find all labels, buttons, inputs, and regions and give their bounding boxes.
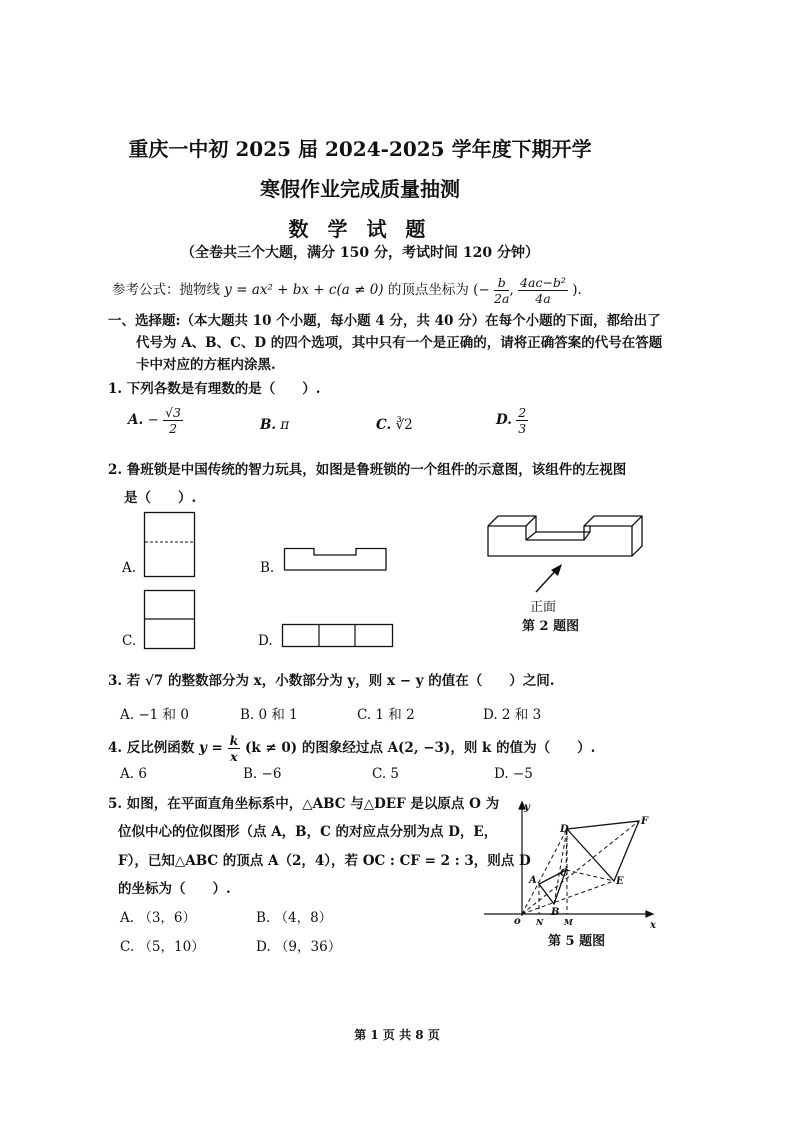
- q2-label-a: A.: [122, 560, 137, 576]
- section1-line1: 一、选择题:（本大题共 10 个小题，每小题 4 分，共 40 分）在每个小题的下面，都给出了: [108, 313, 661, 329]
- q1-option-b: B. π: [260, 417, 290, 433]
- q2-label-d: D.: [258, 633, 273, 649]
- q5-option-d: D. （9，36）: [256, 939, 342, 955]
- q2-option-b-figure: [284, 548, 388, 572]
- q2-option-c-figure: [144, 590, 196, 650]
- section1-line2: 代号为 A、B、C、D 的四个选项，其中只有一个是正确的，请将正确答案的代号在答题: [136, 335, 663, 351]
- formula-prefix: 参考公式：抛物线: [112, 282, 220, 298]
- q1-option-d: D. $\frac{2}{3}$: [496, 405, 527, 436]
- section1-line3: 卡中对应的方框内涂黑.: [136, 357, 276, 373]
- q5-option-a: A. （3，6）: [120, 910, 197, 926]
- q2-luban-lock-figure: [486, 514, 646, 594]
- q5-fig-label-d: D: [560, 824, 569, 835]
- q2-stem-line2: 是（ ）.: [124, 490, 197, 506]
- q2-option-a-figure: [144, 512, 196, 578]
- formula-frac1: $\frac{b}{2a}$: [494, 275, 510, 306]
- formula-open: (−: [473, 282, 490, 298]
- q5-stem-line3: F），已知△ABC 的顶点 A（2，4），若 OC : CF = 2 : 3，则点 D: [118, 853, 531, 869]
- formula-expr: y = ax² + bx + c(a ≠ 0): [224, 282, 384, 298]
- q1-option-a: A. − $\frac{√3}{2}$: [128, 405, 182, 436]
- q5-similar-triangles-figure: [484, 796, 664, 936]
- q5-fig-label-y: y: [524, 802, 530, 813]
- q3-option-d: D. 2 和 3: [483, 707, 542, 723]
- q4-option-a: A. 6: [120, 766, 147, 782]
- q1-option-c: C. ∛2: [376, 417, 413, 433]
- q5-stem-line4: 的坐标为（ ）.: [118, 881, 231, 897]
- page-number: 第 1 页 共 8 页: [354, 1028, 440, 1042]
- q5-figure-caption: 第 5 题图: [548, 934, 606, 949]
- q5-fig-label-e: E: [616, 876, 624, 887]
- exam-title-line2: 寒假作业完成质量抽测: [260, 177, 460, 201]
- exam-info: （全卷共三个大题，满分 150 分，考试时间 120 分钟）: [181, 245, 539, 261]
- q5-fig-label-f: F: [641, 816, 649, 827]
- q5-stem-line1: 5. 如图，在平面直角坐标系中，△ABC 与△DEF 是以原点 O 为: [108, 796, 500, 812]
- q1-stem: 1. 下列各数是有理数的是（ ）.: [108, 381, 321, 397]
- q3-option-b: B. 0 和 1: [240, 707, 298, 723]
- q5-fig-label-m: M: [564, 917, 573, 927]
- q2-option-d-figure: [282, 624, 394, 648]
- formula-middle: 的顶点坐标为: [387, 282, 469, 298]
- q2-front-label: 正面: [530, 600, 557, 615]
- q4-option-b: B. −6: [243, 766, 282, 782]
- q3-stem: 3. 若 √7 的整数部分为 x，小数部分为 y，则 x − y 的值在（ ）之间.: [108, 673, 555, 689]
- q4-option-d: D. −5: [494, 766, 533, 782]
- q2-stem-line1: 2. 鲁班锁是中国传统的智力玩具，如图是鲁班锁的一个组件的示意图，该组件的左视图: [108, 462, 627, 478]
- q2-label-b: B.: [260, 560, 275, 576]
- q5-fig-label-b: B: [551, 907, 560, 918]
- q5-fig-label-x: x: [650, 920, 656, 931]
- q5-fig-label-n: N: [536, 917, 544, 927]
- q5-stem-line2: 位似中心的位似图形（点 A，B，C 的对应点分别为点 D，E，: [118, 824, 498, 840]
- q5-fig-label-a: A: [529, 875, 537, 886]
- q2-front-arrow-icon: [534, 562, 564, 594]
- reference-formula: 参考公式：抛物线 y = ax² + bx + c(a ≠ 0) 的顶点坐标为 (− $\frac{b}{2a}$ , $\frac{\text{4ac−b²}}{4a}$ ).: [112, 275, 582, 306]
- q4-stem: 4. 反比例函数 y = $\frac{k}{x}$ (k ≠ 0) 的图象经过点 A(2, −3)，则 k 的值为（ ）.: [108, 733, 596, 764]
- q5-fig-label-o: o: [514, 916, 521, 927]
- exam-title-line1: 重庆一中初 2025 届 2024-2025 学年度下期开学: [128, 137, 592, 161]
- q4-option-c: C. 5: [372, 766, 400, 782]
- q5-option-b: B. （4，8）: [256, 910, 333, 926]
- exam-title-subject: 数 学 试 题: [288, 217, 432, 241]
- q2-figure-caption: 第 2 题图: [522, 619, 580, 634]
- q3-option-a: A. −1 和 0: [120, 707, 189, 723]
- q3-option-c: C. 1 和 2: [357, 707, 415, 723]
- q5-option-c: C. （5，10）: [120, 939, 205, 955]
- q5-fig-label-c: C: [560, 868, 568, 879]
- formula-close: ).: [572, 282, 582, 298]
- q2-label-c: C.: [122, 633, 137, 649]
- formula-frac2: $\frac{\text{4ac−b²}}{4a}$: [520, 275, 566, 306]
